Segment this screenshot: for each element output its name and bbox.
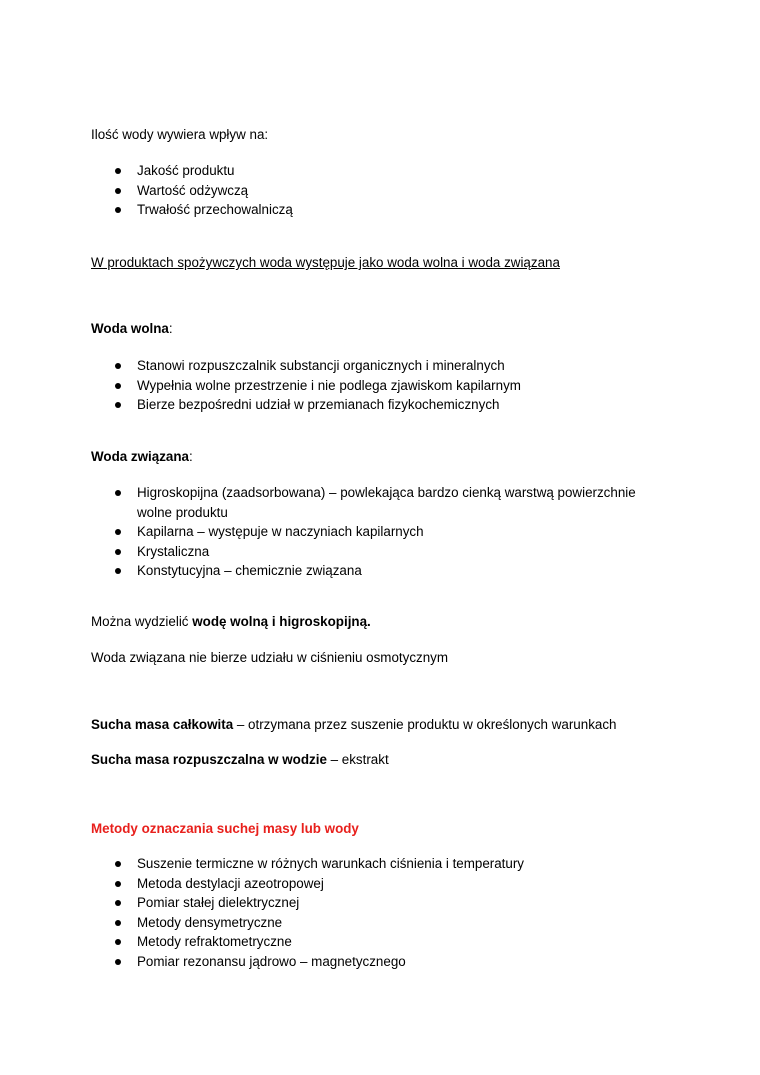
list-item: Jakość produktu: [0, 161, 760, 181]
total-dry-mass-definition: – otrzymana przez suszenie produktu w określonych warunkach: [233, 717, 617, 732]
free-water-colon: :: [168, 321, 173, 336]
forms-statement: W produktach spożywczych woda występuje jako woda wolna i woda związana: [91, 255, 560, 270]
free-water-heading: [91, 319, 173, 338]
list-item: Pomiar rezonansu jądrowo – magnetycznego: [0, 952, 760, 972]
list-item: Wartość odżywczą: [0, 181, 760, 201]
soluble-dry-mass-term: Sucha masa rozpuszczalna w wodzie: [91, 752, 327, 767]
list-item-line-continuation: wolne produktu: [137, 504, 228, 520]
methods-list: [0, 854, 760, 972]
distinguish-text: [91, 612, 371, 631]
list-item: Kapilarna – występuje w naczyniach kapilarnych: [0, 522, 760, 542]
bound-water-list: [0, 483, 760, 581]
soluble-dry-mass: [91, 750, 389, 769]
bound-water-title: Woda związana: [91, 449, 189, 464]
list-item: Pomiar stałej dielektrycznej: [0, 893, 760, 913]
soluble-dry-mass-definition: – ekstrakt: [326, 752, 389, 767]
intro-heading: Ilość wody wywiera wpływ na:: [91, 127, 269, 142]
distinguish-bold: wodę wolną i higroskopijną.: [192, 614, 371, 629]
list-item: Stanowi rozpuszczalnik substancji organicznych i mineralnych: [0, 356, 760, 376]
list-item: Metody refraktometryczne: [0, 932, 760, 952]
free-water-title: Woda wolna: [91, 321, 169, 336]
list-item: [0, 483, 760, 522]
list-item: Metody densymetryczne: [0, 913, 760, 933]
list-item: Krystaliczna: [0, 542, 760, 562]
total-dry-mass-term: Sucha masa całkowita: [91, 717, 234, 732]
free-water-list: [0, 356, 760, 415]
list-item: Metoda destylacji azeotropowej: [0, 874, 760, 894]
list-item-line: Higroskopijna (zaadsorbowana) – powlekająca bardzo cienką warstwą powierzchnie: [137, 485, 636, 500]
list-item: Suszenie termiczne w różnych warunkach ciśnienia i temperatury: [0, 854, 760, 874]
methods-heading: Metody oznaczania suchej masy lub wody: [91, 821, 359, 836]
list-item: Trwałość przechowalniczą: [0, 200, 760, 220]
intro-list: [0, 161, 760, 220]
list-item: Wypełnia wolne przestrzenie i nie podlega zjawiskom kapilarnym: [0, 376, 760, 396]
distinguish-prefix: Można wydzielić: [91, 614, 193, 629]
bound-water-colon: :: [188, 449, 193, 464]
list-item: Bierze bezpośredni udział w przemianach fizykochemicznych: [0, 395, 760, 415]
total-dry-mass: [91, 715, 616, 734]
bound-water-heading: [91, 447, 193, 466]
list-item: Konstytucyjna – chemicznie związana: [0, 561, 760, 581]
osmotic-note: Woda związana nie bierze udziału w ciśnieniu osmotycznym: [91, 650, 449, 665]
